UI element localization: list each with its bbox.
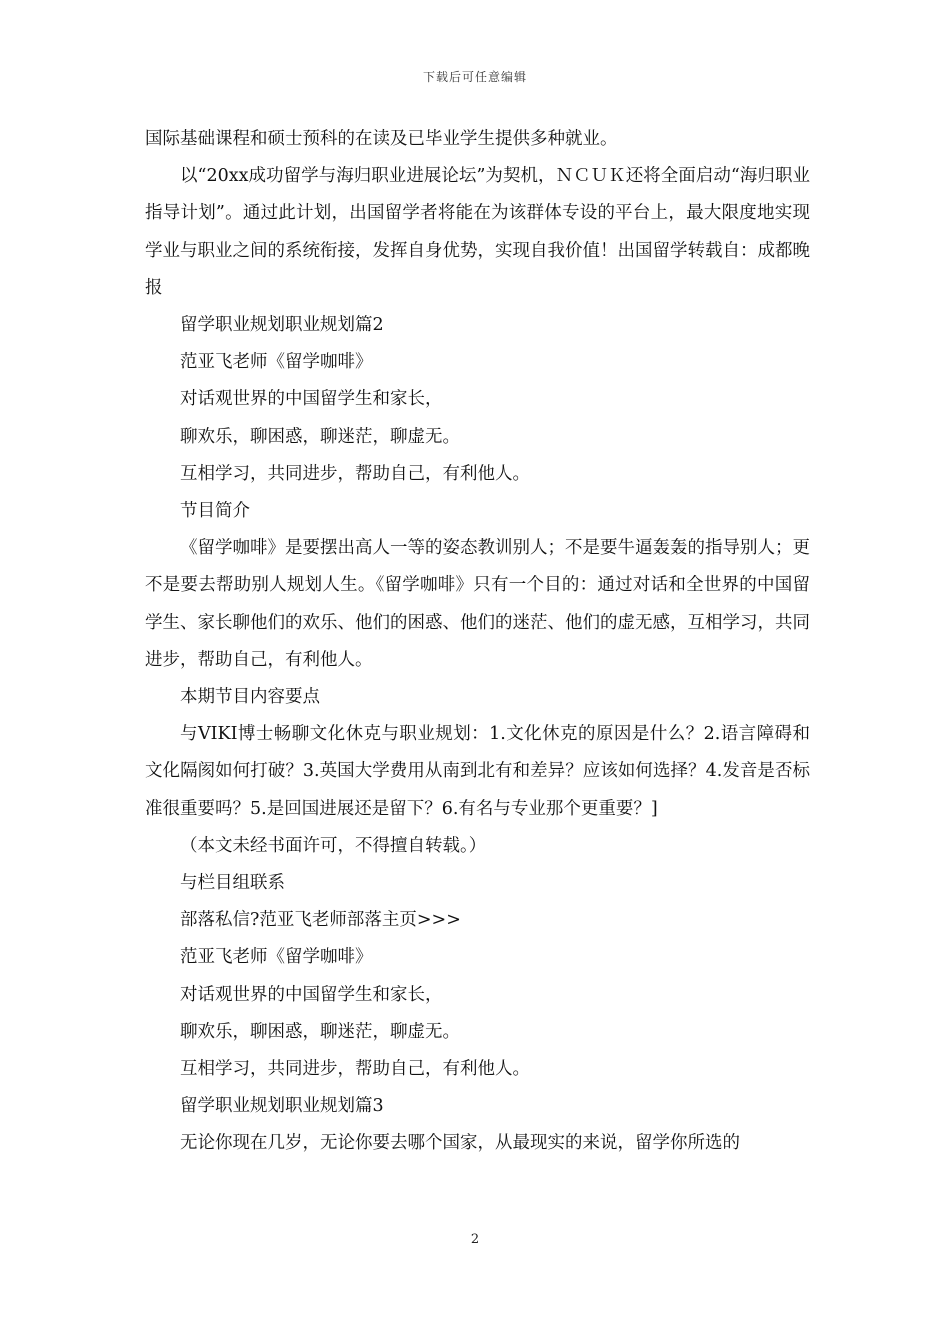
paragraph: 节目简介 bbox=[180, 501, 250, 522]
paragraph: 与栏目组联系 bbox=[180, 873, 285, 894]
paragraph: 范亚飞老师《留学咖啡》 bbox=[180, 947, 373, 968]
paragraph: 互相学习，共同进步，帮助自己，有利他人。 bbox=[180, 463, 530, 484]
document-body bbox=[145, 121, 810, 1163]
paragraph: 范亚飞老师《留学咖啡》 bbox=[180, 352, 373, 373]
paragraph: 对话观世界的中国留学生和家长， bbox=[180, 389, 443, 410]
section-heading: 留学职业规划职业规划篇2 bbox=[180, 315, 384, 336]
section-heading: 留学职业规划职业规划篇3 bbox=[180, 1096, 384, 1117]
paragraph: 本期节目内容要点 bbox=[180, 687, 320, 708]
paragraph: 聊欢乐，聊困惑，聊迷茫，聊虚无。 bbox=[180, 426, 460, 447]
paragraph: 聊欢乐，聊困惑，聊迷茫，聊虚无。 bbox=[180, 1021, 460, 1042]
paragraph: 部落私信?范亚飞老师部落主页>>> bbox=[180, 910, 461, 931]
paragraph: 国际基础课程和硕士预科的在读及已毕业学生提供多种就业。 bbox=[145, 129, 618, 149]
paragraph: 与VIKI博士畅聊文化休克与职业规划：1.文化休克的原因是什么？2.语言障碍和文化隔阂如何打破？3.英国大学费用从南到北有和差异？应该如何选择？4.发音是否标准很重要吗？5.是回国进展还是留下？6.有名与专业那个更重要？] bbox=[145, 724, 810, 819]
page-number: 2 bbox=[470, 1232, 480, 1247]
paragraph: 无论你现在几岁，无论你要去哪个国家，从最现实的来说，留学你所选的 bbox=[180, 1133, 740, 1154]
paragraph: 以“20xx成功留学与海归职业进展论坛”为契机，ＮＣＵＫ还将全面启动“海归职业指导计划”。通过此计划，出国留学者将能在为该群体专设的平台上，最大限度地实现学业与职业之间的系统衔接，发挥自身优势，实现自我价值！出国留学转载自：成都晚报 bbox=[145, 166, 810, 298]
paragraph: 互相学习，共同进步，帮助自己，有利他人。 bbox=[180, 1059, 530, 1080]
paragraph: （本文未经书面许可，不得擅自转载。） bbox=[180, 835, 487, 856]
paragraph: 《留学咖啡》是要摆出高人一等的姿态教训别人；不是要牛逼轰轰的指导别人；更不是要去帮助别人规划人生。《留学咖啡》只有一个目的：通过对话和全世界的中国留学生、家长聊他们的欢乐、他们的困惑、他们的迷茫、他们的虚无感，互相学习，共同进步，帮助自己，有利他人。 bbox=[145, 538, 810, 670]
paragraph: 对话观世界的中国留学生和家长， bbox=[180, 984, 443, 1005]
page-header: 下载后可任意编辑 bbox=[422, 70, 527, 84]
